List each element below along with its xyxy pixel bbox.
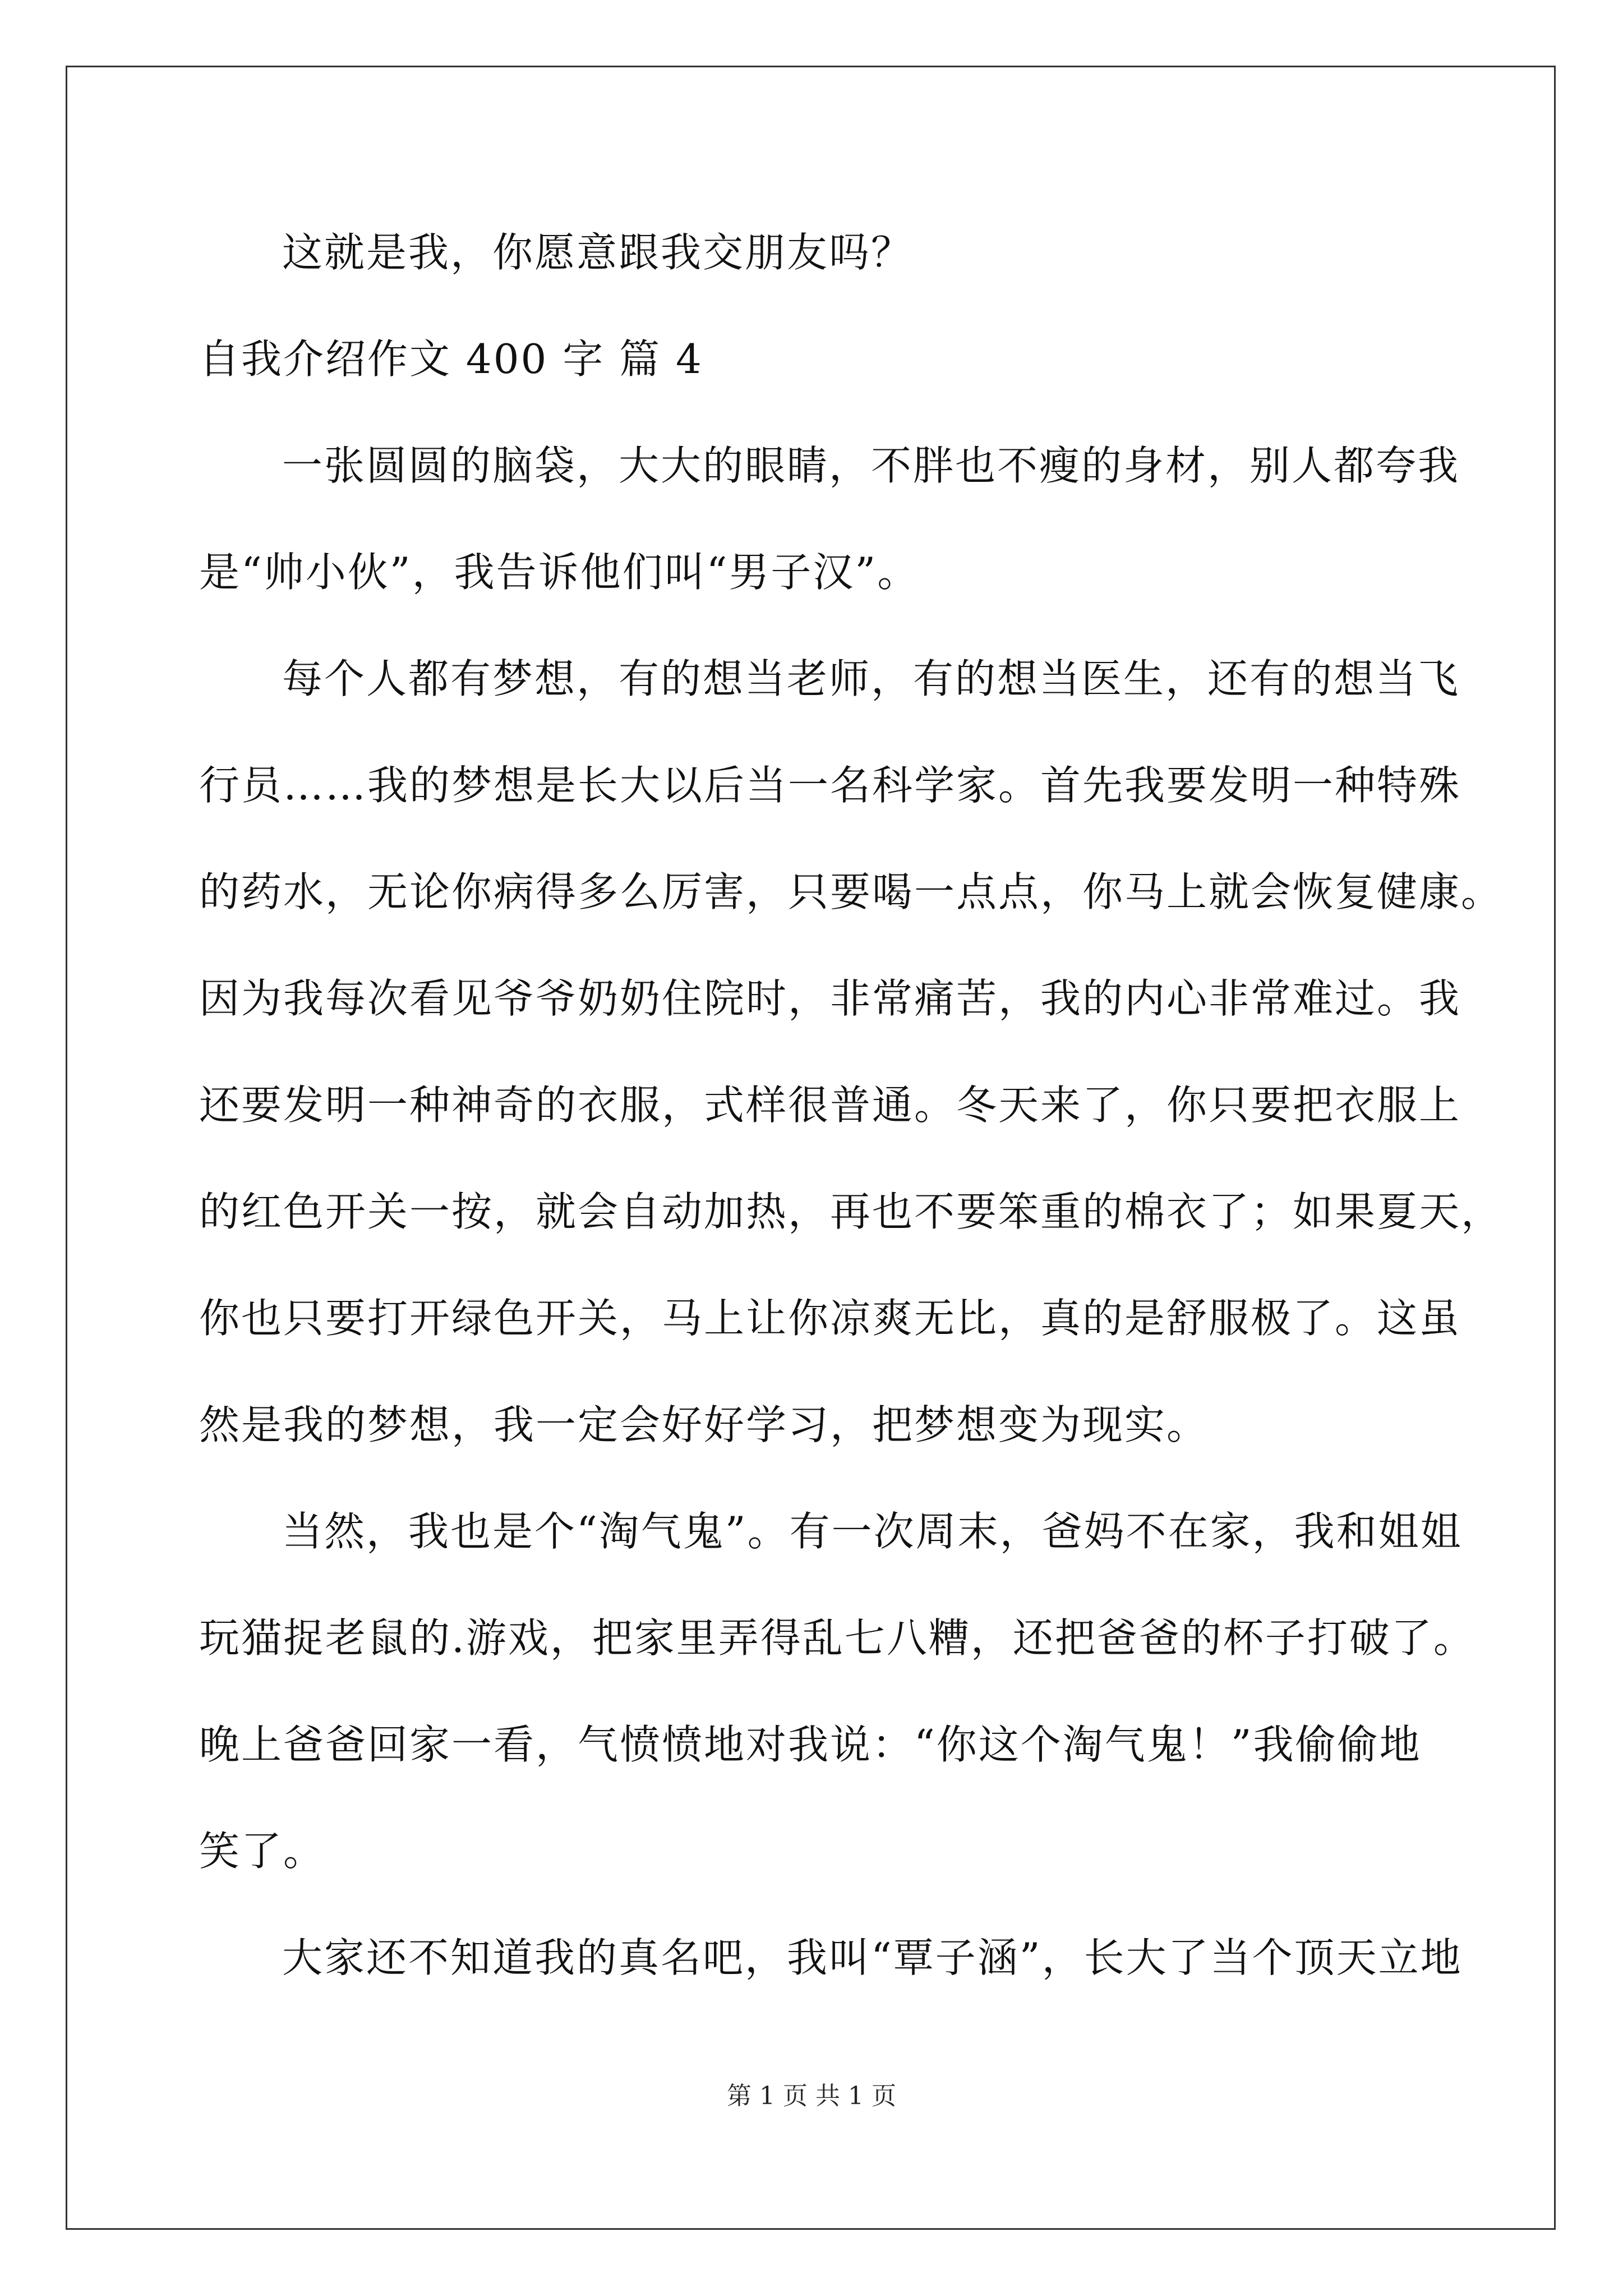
paragraph-line: 玩猫捉老鼠的.游戏，把家里弄得乱七八糟，还把爸爸的杯子打破了。 bbox=[199, 1614, 1476, 1662]
page-number-footer: 第 1 页 共 1 页 bbox=[727, 2082, 896, 2110]
paragraph-line: 一张圆圆的脑袋，大大的眼睛，不胖也不瘦的身材，别人都夸我 bbox=[282, 442, 1460, 489]
paragraph-line: 的药水，无论你病得多么厉害，只要喝一点点，你马上就会恢复健康。 bbox=[199, 868, 1504, 915]
paragraph-line: 行员……我的梦想是长大以后当一名科学家。首先我要发明一种特殊 bbox=[199, 762, 1461, 809]
paragraph-line: 你也只要打开绿色开关，马上让你凉爽无比，真的是舒服极了。这虽 bbox=[199, 1295, 1461, 1342]
paragraph-line: 笑了。 bbox=[199, 1828, 326, 1875]
section-heading: 自我介绍作文 400 字 篇 4 bbox=[199, 335, 703, 383]
paragraph-line: 每个人都有梦想，有的想当老师，有的想当医生，还有的想当飞 bbox=[282, 655, 1460, 702]
paragraph-line: 这就是我，你愿意跟我交朋友吗？ bbox=[282, 229, 914, 276]
paragraph-line: 大家还不知道我的真名吧，我叫“覃子涵”，长大了当个顶天立地 bbox=[282, 1934, 1463, 1981]
paragraph-line: 还要发明一种神奇的衣服，式样很普通。冬天来了，你只要把衣服上 bbox=[199, 1082, 1461, 1129]
paragraph-line: 因为我每次看见爷爷奶奶住院时，非常痛苦，我的内心非常难过。我 bbox=[199, 975, 1461, 1022]
paragraph-line: 当然，我也是个“淘气鬼”。有一次周末，爸妈不在家，我和姐姐 bbox=[282, 1508, 1463, 1555]
paragraph-line: 然是我的梦想，我一定会好好学习，把梦想变为现实。 bbox=[199, 1401, 1209, 1448]
paragraph-line: 的红色开关一按，就会自动加热，再也不要笨重的棉衣了；如果夏天， bbox=[199, 1188, 1504, 1235]
paragraph-line: 是“帅小伙”，我告诉他们叫“男子汉”。 bbox=[199, 549, 920, 596]
paragraph-line: 晚上爸爸回家一看，气愤愤地对我说：“你这个淘气鬼！”我偷偷地 bbox=[199, 1721, 1422, 1768]
